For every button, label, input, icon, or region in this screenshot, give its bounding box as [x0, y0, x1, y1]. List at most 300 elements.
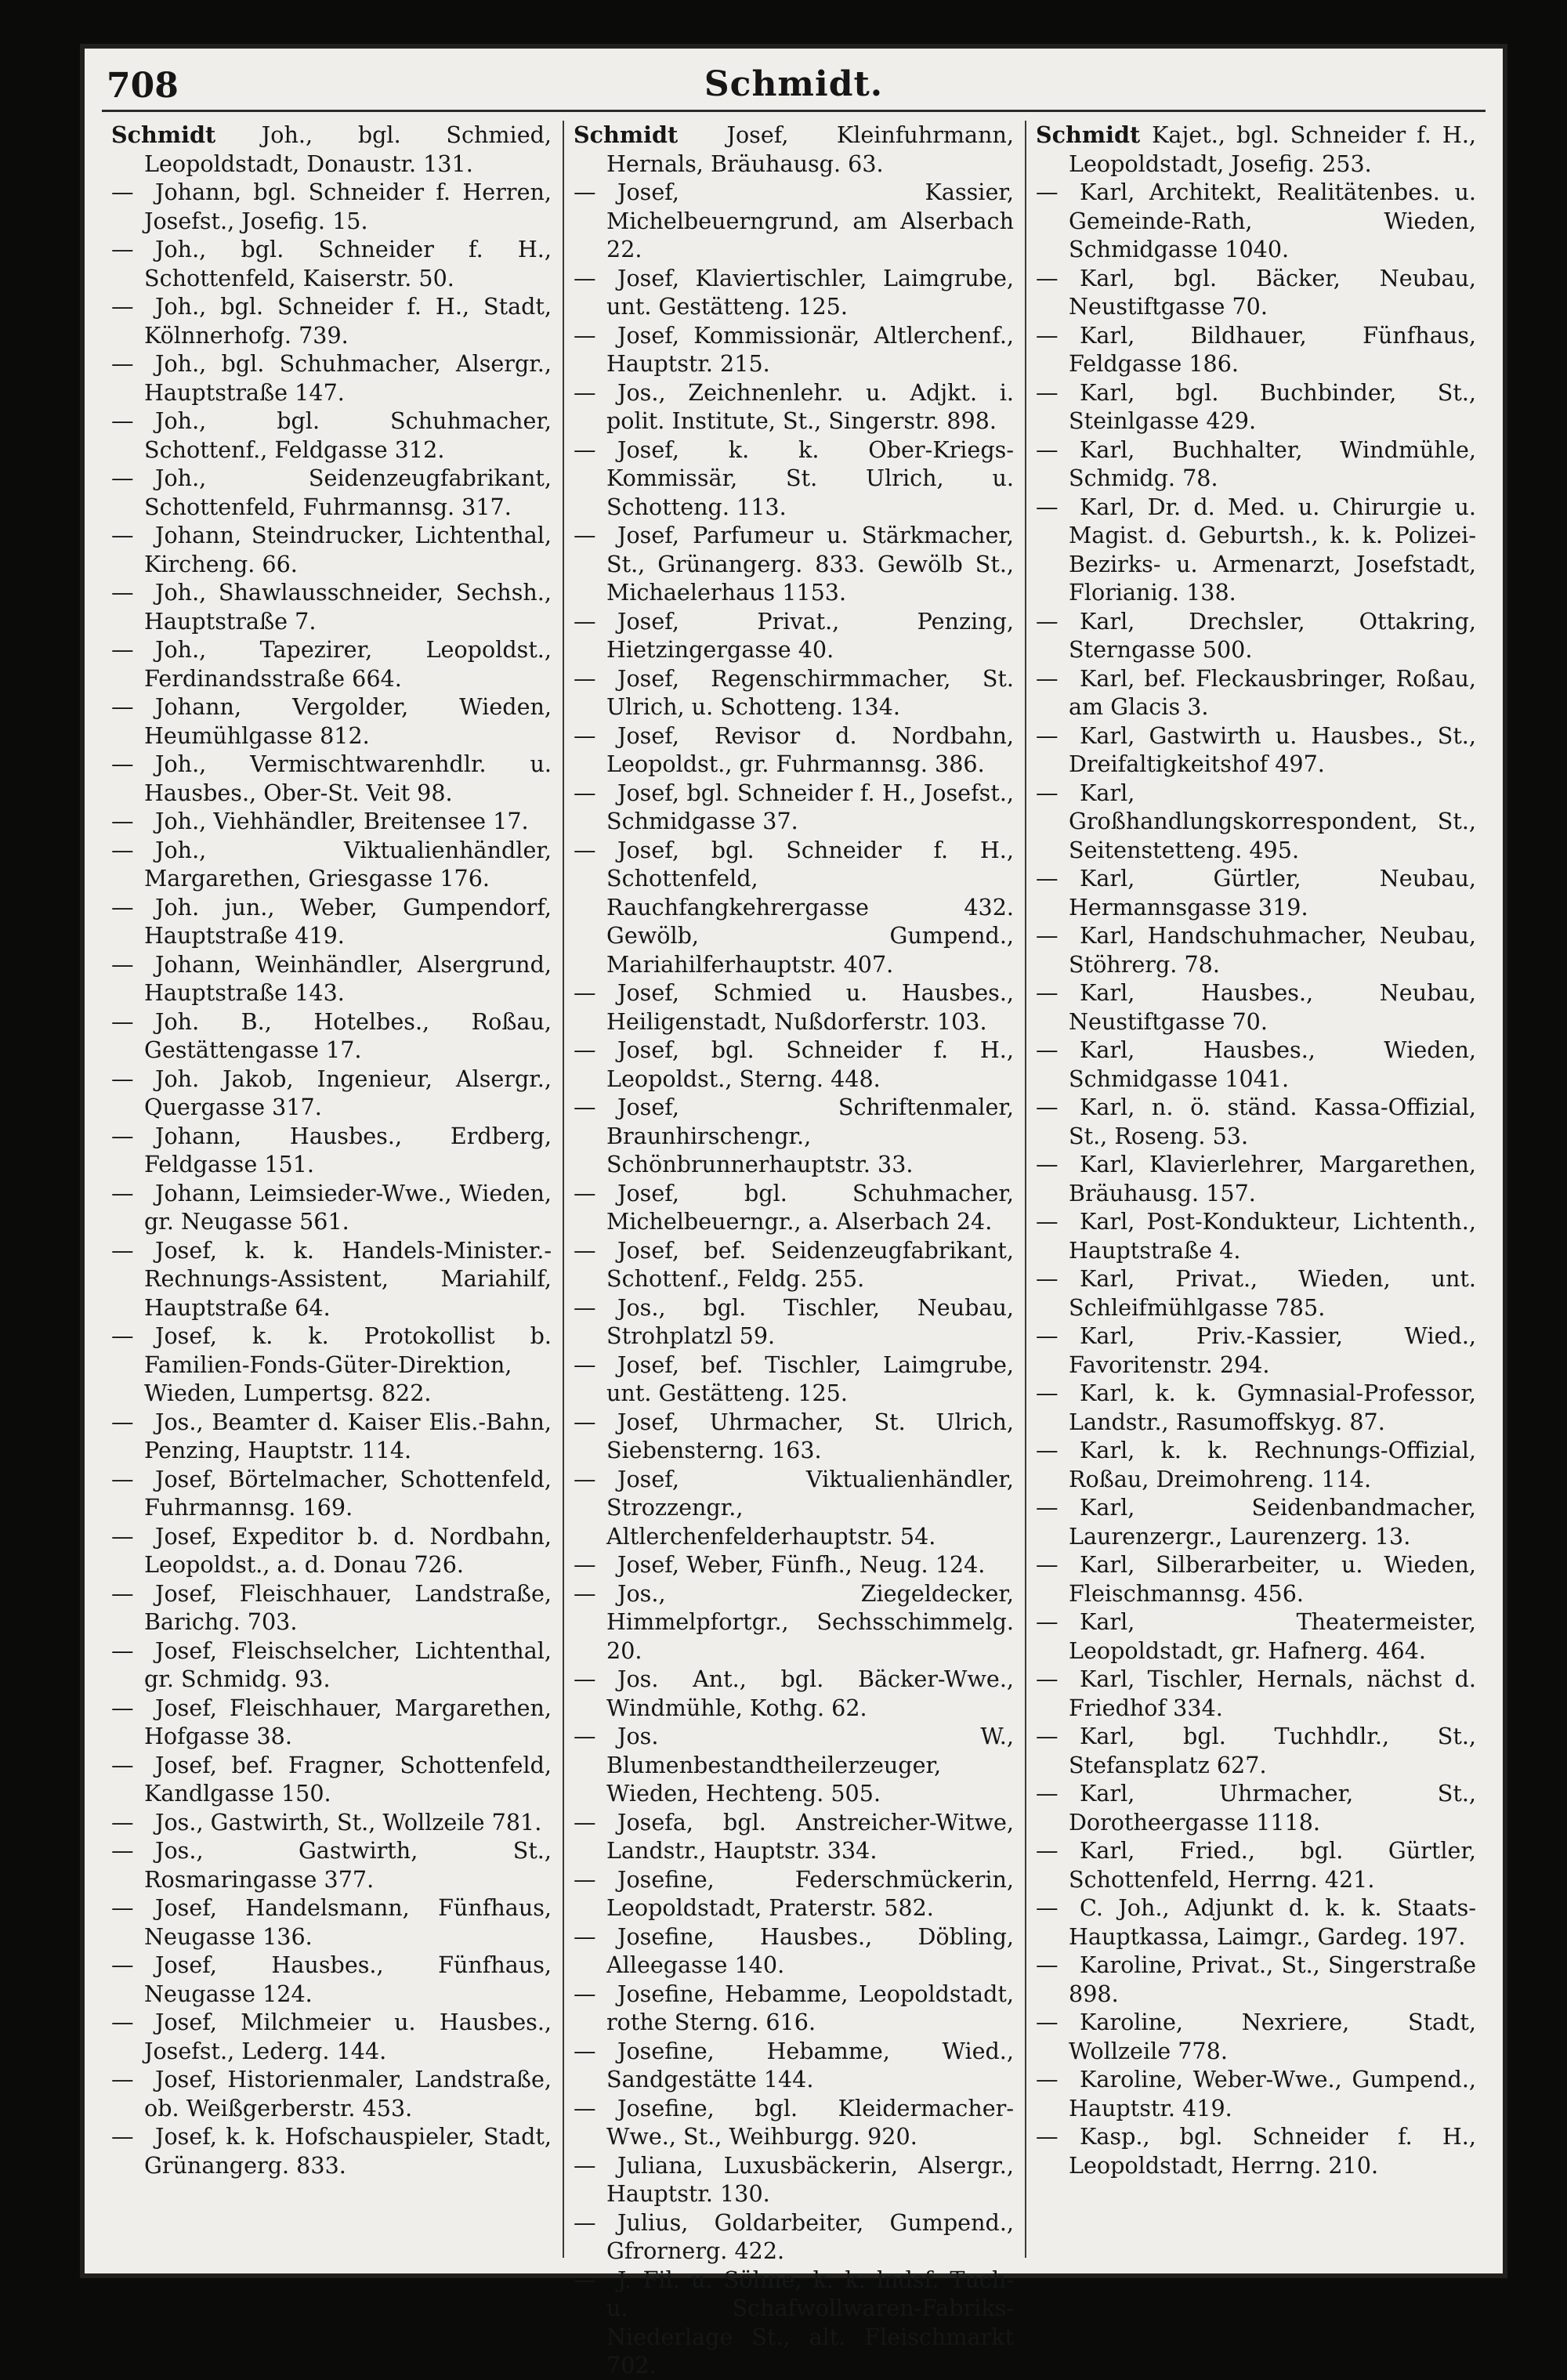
entry-text: Joh., bgl. Schuhmacher, Schottenf., Feldgasse 312. [144, 407, 552, 463]
entry-text: Jos., bgl. Tischler, Neubau, Strohplatzl 59. [606, 1293, 1014, 1349]
directory-entry [111, 1951, 552, 2008]
ditto-dash: — [574, 779, 596, 806]
entry-text: Josefine, Hausbes., Döbling, Alleegasse 140. [606, 1922, 1014, 1978]
directory-entry [574, 1179, 1014, 1236]
directory-entry [1036, 1036, 1476, 1093]
entry-text: Jos., Zeichnenlehr. u. Adjkt. i. polit. Institute, St., Singerstr. 898. [606, 378, 1014, 434]
directory-entry [111, 1579, 552, 1637]
ditto-dash: — [111, 2123, 134, 2150]
entry-text: Josef, k. k. Hofschauspieler, Stadt, Grünangerg. 833. [144, 2123, 552, 2179]
directory-entry [111, 635, 552, 693]
ditto-dash: — [574, 179, 596, 205]
directory-entry [574, 779, 1014, 836]
entry-text: Kajet., bgl. Schneider f. H., Leopoldstadt, Josefig. 253. [1069, 121, 1476, 177]
directory-entry [111, 1637, 552, 1694]
entry-text: Johann, Steindrucker, Lichtenthal, Kircheng. 66. [144, 522, 552, 577]
entry-text: Josef, Fleischhauer, Landstraße, Barichg. 703. [144, 1579, 552, 1635]
ditto-dash: — [111, 1808, 134, 1836]
entry-text: Josef, Historienmaler, Landstraße, ob. Weißgerberstr. 453. [144, 2066, 552, 2121]
ditto-dash: — [111, 1408, 134, 1435]
ditto-dash: — [1036, 1837, 1059, 1864]
entry-text: Karoline, Weber-Wwe., Gumpend., Hauptstr. 419. [1069, 2066, 1476, 2121]
entry-text: Joh., Tapezirer, Leopoldst., Ferdinandsstraße 664. [144, 636, 552, 692]
entry-text: Juliana, Luxusbäckerin, Alsergr., Hauptstr. 130. [606, 2151, 1014, 2207]
page-number: 708 [107, 66, 179, 106]
entry-text: Josef, bef. Seidenzeugfabrikant, Schottenf., Feldg. 255. [606, 1236, 1014, 1292]
entry-text: Karl, Theatermeister, Leopoldstadt, gr. Hafnerg. 464. [1069, 1608, 1476, 1664]
ditto-dash: — [111, 293, 134, 320]
entry-text: Joh., Viehhändler, Breitensee 17. [155, 808, 529, 834]
entry-text: Karl, Architekt, Realitätenbes. u. Gemeinde-Rath, Wieden, Schmidgasse 1040. [1069, 179, 1476, 262]
ditto-dash: — [1036, 722, 1059, 749]
entry-text: Karl, Gürtler, Neubau, Hermannsgasse 319. [1069, 865, 1476, 921]
directory-entry [574, 1980, 1014, 2037]
entry-text: Josef, bgl. Schneider f. H., Josefst., Schmidgasse 37. [606, 779, 1014, 834]
ditto-dash: — [574, 836, 596, 863]
ditto-dash: — [574, 1980, 596, 2007]
entry-text: Josef, Expeditor b. d. Nordbahn, Leopoldst., a. d. Donau 726. [144, 1522, 552, 1578]
directory-entry [1036, 607, 1476, 664]
ditto-dash: — [1036, 1723, 1059, 1749]
entry-text: Josef, bef. Tischler, Laimgrube, unt. Gestätteng. 125. [606, 1351, 1014, 1406]
entry-text: Karoline, Privat., St., Singerstraße 898. [1069, 1951, 1476, 2007]
ditto-dash: — [111, 522, 134, 548]
entry-text: Karl, Buchhalter, Windmühle, Schmidg. 78. [1069, 436, 1476, 491]
directory-entry [1036, 1093, 1476, 1150]
entry-text: Joh., Vermischtwarenhdlr. u. Hausbes., Ober-St. Veit 98. [144, 751, 552, 806]
entry-text: Jos. Ant., bgl. Bäcker-Wwe., Windmühle, Kothg. 62. [606, 1666, 1014, 1721]
directory-entry [111, 1179, 552, 1236]
surname-lead: Schmidt [1036, 121, 1153, 148]
ditto-dash: — [1036, 1894, 1059, 1921]
column-1 [102, 121, 564, 2258]
directory-entry [111, 893, 552, 950]
ditto-dash: — [574, 2266, 596, 2293]
ditto-dash: — [574, 1351, 596, 1378]
directory-entry [574, 1465, 1014, 1551]
directory-entry [1036, 864, 1476, 921]
ditto-dash: — [111, 1236, 134, 1264]
directory-entry [1036, 378, 1476, 436]
ditto-dash: — [111, 1951, 134, 1978]
directory-entry [111, 2122, 552, 2179]
directory-entry [1036, 2065, 1476, 2122]
ditto-dash: — [1036, 1265, 1059, 1292]
directory-entry [1036, 779, 1476, 865]
entry-text: Josef, Fleischhauer, Margarethen, Hofgasse 38. [144, 1694, 552, 1749]
directory-entry [1036, 1665, 1476, 1722]
ditto-dash: — [574, 1551, 596, 1578]
entry-text: Karl, Handschuhmacher, Neubau, Stöhrerg. 78. [1069, 922, 1476, 978]
directory-entry [574, 1036, 1014, 1093]
ditto-dash: — [1036, 179, 1059, 205]
entry-text: Karl, Tischler, Hernals, nächst d. Friedhof 334. [1069, 1666, 1476, 1721]
ditto-dash: — [1036, 2066, 1059, 2092]
directory-entry [111, 1065, 552, 1122]
directory-entry [574, 378, 1014, 436]
ditto-dash: — [574, 378, 596, 406]
directory-entry [574, 2266, 1014, 2380]
ditto-dash: — [1036, 1437, 1059, 1463]
entry-text: Joh., Shawlausschneider, Sechsh., Hauptstraße 7. [144, 579, 552, 635]
directory-entry [1036, 921, 1476, 978]
ditto-dash: — [1036, 1151, 1059, 1177]
entry-text: Jos., Ziegeldecker, Himmelpfortgr., Sechsschimmelg. 20. [606, 1579, 1014, 1664]
directory-entry [574, 2094, 1014, 2151]
ditto-dash: — [574, 1094, 596, 1120]
ditto-dash: — [574, 1922, 596, 1950]
entry-text: Johann, bgl. Schneider f. Herren, Josefst., Josefig. 15. [144, 179, 552, 234]
entry-text: Josef, Schriftenmaler, Braunhirschengr., Schönbrunnerhauptstr. 33. [606, 1094, 1014, 1177]
ditto-dash: — [1036, 1780, 1059, 1807]
directory-entry [1036, 1264, 1476, 1322]
entry-text: Joh., bgl. Schuhmacher, Alsergr., Hauptstraße 147. [144, 350, 552, 406]
directory-entry [574, 521, 1014, 607]
directory-entry [1036, 1550, 1476, 1608]
ditto-dash: — [111, 636, 134, 663]
directory-entry [111, 407, 552, 464]
ditto-dash: — [111, 465, 134, 491]
entry-text: Josefine, Federschmückerin, Leopoldstadt, Praterstr. 582. [606, 1865, 1014, 1921]
directory-entry [111, 178, 552, 235]
directory-entry [111, 1522, 552, 1579]
directory-entry [1036, 1951, 1476, 2008]
entry-text: Josef, Uhrmacher, St. Ulrich, Siebensterng. 163. [606, 1408, 1014, 1463]
directory-entry [1036, 1436, 1476, 1493]
directory-entry [574, 1722, 1014, 1808]
ditto-dash: — [574, 522, 596, 548]
ditto-dash: — [111, 1522, 134, 1550]
entry-text: Josef, bgl. Schneider f. H., Schottenfeld, Rauchfangkehrergasse 432. Gewölb, Gumpend., Mariahilferhauptstr. 407. [606, 836, 1014, 978]
ditto-dash: — [1036, 865, 1059, 892]
ditto-dash: — [574, 2208, 596, 2236]
ditto-dash: — [1036, 436, 1059, 463]
entry-text: J. Fil. u. Söhne, k. k. lndsf. Tuch- u. Schafwollwaren-Fabriks-Niederlage St., alt. Fleischmarkt 702. [606, 2266, 1014, 2378]
ditto-dash: — [1036, 1951, 1059, 1978]
entry-text: Karl, Seidenbandmacher, Laurenzergr., Laurenzerg. 13. [1069, 1494, 1476, 1550]
directory-entry [111, 1694, 552, 1751]
directory-entry [1036, 493, 1476, 607]
entry-text: Karl, Priv.-Kassier, Wied., Favoritenstr. 294. [1069, 1322, 1476, 1378]
ditto-dash: — [1036, 264, 1059, 291]
directory-entry [111, 1751, 552, 1808]
ditto-dash: — [1036, 664, 1059, 692]
entry-text: Josef, Schmied u. Hausbes., Heiligenstadt, Nußdorferstr. 103. [606, 979, 1014, 1035]
ditto-dash: — [111, 407, 134, 434]
ditto-dash: — [574, 607, 596, 635]
columns [102, 121, 1487, 2378]
entry-text: Karl, Silberarbeiter, u. Wieden, Fleischmannsg. 456. [1069, 1551, 1476, 1607]
directory-entry [111, 693, 552, 750]
ditto-dash: — [574, 1236, 596, 1264]
entry-text: Karl, Fried., bgl. Gürtler, Schottenfeld, Herrng. 421. [1069, 1837, 1476, 1893]
directory-entry [574, 1293, 1014, 1351]
entry-text: Karl, Drechsler, Ottakring, Sterngasse 500. [1069, 607, 1476, 663]
ditto-dash: — [111, 2009, 134, 2035]
entry-text: Joh., Viktualienhändler, Margarethen, Griesgasse 176. [144, 836, 552, 892]
directory-entry [111, 1122, 552, 1179]
directory-entry [1036, 1608, 1476, 1665]
directory-entry [574, 321, 1014, 378]
directory-entry [574, 1665, 1014, 1722]
directory-entry [574, 121, 1014, 178]
directory-entry [1036, 321, 1476, 378]
entry-text: Karl, bgl. Tuchhdlr., St., Stefansplatz 627. [1069, 1723, 1476, 1778]
entry-text: Josef, Kommissionär, Altlerchenf., Hauptstr. 215. [606, 321, 1014, 377]
ditto-dash: — [111, 179, 134, 205]
ditto-dash: — [111, 1894, 134, 1921]
entry-text: Julius, Goldarbeiter, Gumpend., Gfrornerg. 422. [606, 2208, 1014, 2264]
ditto-dash: — [1036, 1094, 1059, 1120]
ditto-dash: — [111, 1837, 134, 1864]
directory-entry [111, 235, 552, 292]
directory-entry [1036, 2008, 1476, 2065]
directory-entry [574, 722, 1014, 779]
ditto-dash: — [1036, 607, 1059, 635]
directory-entry [1036, 121, 1476, 178]
entry-text: Joh., bgl. Schneider f. H., Schottenfeld, Kaiserstr. 50. [144, 236, 552, 291]
directory-entry [1036, 264, 1476, 321]
entry-text: Karl, Klavierlehrer, Margarethen, Bräuhausg. 157. [1069, 1151, 1476, 1206]
directory-entry [1036, 436, 1476, 493]
ditto-dash: — [111, 236, 134, 262]
directory-entry [1036, 1493, 1476, 1550]
ditto-dash: — [1036, 1608, 1059, 1635]
entry-text: Josef, bef. Fragner, Schottenfeld, Kandlgasse 150. [144, 1751, 552, 1807]
entry-text: Karl, bgl. Buchbinder, St., Steinlgasse 429. [1069, 378, 1476, 434]
directory-entry [111, 2065, 552, 2122]
directory-entry [111, 578, 552, 635]
directory-entry [111, 2008, 552, 2065]
ditto-dash: — [111, 1465, 134, 1492]
directory-entry [574, 436, 1014, 522]
ditto-dash: — [574, 436, 596, 463]
directory-entry [111, 1836, 552, 1894]
ditto-dash: — [1036, 321, 1059, 349]
ditto-dash: — [111, 1637, 134, 1664]
ditto-dash: — [1036, 2123, 1059, 2150]
directory-entry [111, 836, 552, 893]
ditto-dash: — [111, 1579, 134, 1607]
entry-text: Josef, Regenschirmmacher, St. Ulrich, u. Schotteng. 134. [606, 664, 1014, 720]
ditto-dash: — [111, 1694, 134, 1721]
directory-entry [1036, 1722, 1476, 1779]
ditto-dash: — [1036, 779, 1059, 806]
directory-entry [111, 464, 552, 521]
ditto-dash: — [1036, 1494, 1059, 1521]
directory-entry [1036, 1150, 1476, 1207]
ditto-dash: — [1036, 1551, 1059, 1578]
ditto-dash: — [111, 1122, 134, 1149]
directory-entry [574, 836, 1014, 979]
ditto-dash: — [574, 1036, 596, 1063]
directory-entry [111, 950, 552, 1007]
directory-entry [1036, 1322, 1476, 1379]
directory-page [85, 49, 1503, 2378]
entry-text: Josef, Weber, Fünfh., Neug. 124. [617, 1551, 986, 1578]
entry-text: Josef, bgl. Schneider f. H., Leopoldst., Sterng. 448. [606, 1036, 1014, 1092]
entry-text: Josef, Milchmeier u. Hausbes., Josefst., Lederg. 144. [144, 2009, 552, 2064]
column-3 [1026, 121, 1487, 2258]
ditto-dash: — [111, 1007, 134, 1035]
entry-text: Johann, Hausbes., Erdberg, Feldgasse 151. [144, 1122, 552, 1177]
directory-entry [111, 1465, 552, 1522]
entry-text: Josef, Börtelmacher, Schottenfeld, Fuhrmannsg. 169. [144, 1465, 552, 1521]
ditto-dash: — [1036, 2009, 1059, 2035]
entry-text: Karl, Gastwirth u. Hausbes., St., Dreifaltigkeitshof 497. [1069, 722, 1476, 777]
entry-text: Johann, Weinhändler, Alsergrund, Hauptstraße 143. [144, 950, 552, 1006]
directory-entry [111, 1322, 552, 1408]
entry-text: Josef, k. k. Protokollist b. Familien-Fonds-Güter-Direktion, Wieden, Lumpertsg. 822. [144, 1322, 552, 1406]
entry-text: Karl, k. k. Gymnasial-Professor, Landstr., Rasumoffskyg. 87. [1069, 1380, 1476, 1435]
entry-text: Josef, Kleinfuhrmann, Hernals, Bräuhausg. 63. [606, 121, 1015, 177]
entry-text: Joh. jun., Weber, Gumpendorf, Hauptstraße 419. [144, 893, 552, 949]
directory-entry [111, 349, 552, 407]
directory-entry [574, 2151, 1014, 2208]
entry-text: Josef, bgl. Schuhmacher, Michelbeuerngr., a. Alserbach 24. [606, 1179, 1014, 1235]
entry-text: Josefine, bgl. Kleidermacher-Wwe., St., Weihburgg. 920. [606, 2094, 1014, 2150]
directory-entry [574, 178, 1014, 264]
ditto-dash: — [1036, 1036, 1059, 1063]
ditto-dash: — [574, 1808, 596, 1836]
ditto-dash: — [1036, 1666, 1059, 1692]
column-2 [564, 121, 1026, 2378]
entry-text: Josefine, Hebamme, Wied., Sandgestätte 144. [606, 2037, 1014, 2092]
entry-text: Karl, k. k. Rechnungs-Offizial, Roßau, Dreimohreng. 114. [1069, 1437, 1476, 1492]
directory-entry [1036, 1779, 1476, 1836]
ditto-dash: — [111, 579, 134, 606]
entry-text: Karl, Uhrmacher, St., Dorotheergasse 1118. [1069, 1780, 1476, 1836]
ditto-dash: — [1036, 493, 1059, 520]
directory-entry [574, 664, 1014, 722]
ditto-dash: — [574, 1465, 596, 1492]
entry-text: Josef, Privat., Penzing, Hietzingergasse 40. [606, 607, 1014, 663]
entry-text: Kasp., bgl. Schneider f. H., Leopoldstadt, Herrng. 210. [1069, 2123, 1476, 2179]
entry-text: Karl, Dr. d. Med. u. Chirurgie u. Magist. d. Geburtsh., k. k. Polizei-Bezirks- u. Armenarzt, Josefstadt, Florianig. 138. [1069, 493, 1476, 606]
entry-text: Jos., Gastwirth, St., Wollzeile 781. [155, 1808, 542, 1836]
entry-text: Karl, Post-Kondukteur, Lichtenth., Hauptstraße 4. [1069, 1208, 1476, 1264]
ditto-dash: — [574, 1408, 596, 1435]
directory-entry [574, 1408, 1014, 1465]
directory-entry [111, 1007, 552, 1065]
entry-text: Josef, Kassier, Michelbeuerngrund, am Alserbach 22. [606, 179, 1014, 262]
ditto-dash: — [111, 2066, 134, 2092]
ditto-dash: — [111, 693, 134, 720]
entry-text: Karl, Hausbes., Wieden, Schmidgasse 1041. [1069, 1036, 1476, 1092]
ditto-dash: — [574, 1723, 596, 1749]
ditto-dash: — [574, 264, 596, 291]
ditto-dash: — [111, 893, 134, 921]
ditto-dash: — [1036, 1208, 1059, 1235]
directory-entry [574, 1808, 1014, 1865]
ditto-dash: — [574, 664, 596, 692]
ditto-dash: — [574, 1293, 596, 1321]
directory-entry [111, 1894, 552, 1951]
ditto-dash: — [111, 1322, 134, 1349]
entry-text: Karl, Hausbes., Neubau, Neustiftgasse 70. [1069, 979, 1476, 1035]
entry-text: Karl, n. ö. ständ. Kassa-Offizial, St., Roseng. 53. [1069, 1094, 1476, 1149]
entry-text: Joh., bgl. Schneider f. H., Stadt, Kölnnerhofg. 739. [144, 293, 552, 349]
entry-text: Karl, bef. Fleckausbringer, Roßau, am Glacis 3. [1069, 664, 1476, 720]
entry-text: Josef, Hausbes., Fünfhaus, Neugasse 124. [144, 1951, 552, 2007]
directory-entry [1036, 664, 1476, 722]
ditto-dash: — [111, 350, 134, 377]
entry-text: Josef, Handelsmann, Fünfhaus, Neugasse 136. [144, 1894, 552, 1950]
entry-text: Josef, Viktualienhändler, Strozzengr., Altlerchenfelderhauptstr. 54. [606, 1465, 1014, 1550]
directory-entry [574, 2208, 1014, 2266]
ditto-dash: — [574, 2037, 596, 2064]
directory-entry [111, 292, 552, 349]
ditto-dash: — [111, 751, 134, 777]
directory-entry [111, 807, 552, 836]
ditto-dash: — [111, 1179, 134, 1206]
directory-entry [574, 1922, 1014, 1980]
directory-entry [111, 121, 552, 178]
directory-entry [1036, 1207, 1476, 1264]
ditto-dash: — [1036, 922, 1059, 949]
entry-text: Jos., Gastwirth, St., Rosmaringasse 377. [144, 1837, 552, 1893]
ditto-dash: — [574, 1865, 596, 1893]
entry-text: Josef, Parfumeur u. Stärkmacher, St., Grünangerg. 833. Gewölb St., Michaelerhaus 1153. [606, 522, 1014, 606]
page-header [102, 64, 1486, 112]
ditto-dash: — [1036, 1380, 1059, 1406]
directory-entry [574, 2037, 1014, 2094]
directory-entry [574, 1351, 1014, 1408]
entry-text: Josef, Klaviertischler, Laimgrube, unt. Gestätteng. 125. [606, 264, 1014, 320]
ditto-dash: — [574, 321, 596, 349]
entry-text: Johann, Leimsieder-Wwe., Wieden, gr. Neugasse 561. [144, 1179, 552, 1235]
directory-entry [574, 1093, 1014, 1179]
ditto-dash: — [1036, 378, 1059, 406]
directory-entry [574, 264, 1014, 321]
ditto-dash: — [1036, 1322, 1059, 1349]
entry-text: Karl, bgl. Bäcker, Neubau, Neustiftgasse 70. [1069, 264, 1476, 320]
directory-entry [1036, 178, 1476, 264]
entry-text: Josef, k. k. Ober-Kriegs-Kommissär, St. Ulrich, u. Schotteng. 113. [606, 436, 1014, 520]
directory-entry [574, 1550, 1014, 1579]
entry-text: Karoline, Nexriere, Stadt, Wollzeile 778. [1069, 2009, 1476, 2064]
ditto-dash: — [574, 722, 596, 749]
directory-entry [111, 521, 552, 578]
surname-lead: Schmidt [111, 121, 262, 148]
ditto-dash: — [111, 836, 134, 863]
entry-text: Joh. B., Hotelbes., Roßau, Gestättengasse 17. [144, 1007, 552, 1063]
ditto-dash: — [111, 1065, 134, 1092]
directory-entry [574, 1236, 1014, 1293]
entry-text: Karl, Großhandlungskorrespondent, St., Seitenstetteng. 495. [1069, 779, 1476, 863]
entry-text: Joh., bgl. Schmied, Leopoldstadt, Donaustr. 131. [144, 121, 552, 177]
entry-text: Joh. Jakob, Ingenieur, Alsergr., Quergasse 317. [144, 1065, 552, 1120]
directory-entry [574, 978, 1014, 1036]
directory-entry [111, 1236, 552, 1322]
entry-text: Karl, Bildhauer, Fünfhaus, Feldgasse 186. [1069, 321, 1476, 377]
ditto-dash: — [111, 1751, 134, 1778]
directory-entry [1036, 1379, 1476, 1436]
ditto-dash: — [574, 2094, 596, 2121]
ditto-dash: — [574, 1666, 596, 1692]
entry-text: Josefa, bgl. Anstreicher-Witwe, Landstr., Hauptstr. 334. [606, 1808, 1014, 1864]
directory-entry [574, 607, 1014, 664]
entry-text: Josef, k. k. Handels-Minister.-Rechnungs-Assistent, Mariahilf, Hauptstraße 64. [144, 1236, 552, 1321]
directory-entry [111, 1408, 552, 1465]
directory-entry [111, 1808, 552, 1837]
directory-entry [111, 750, 552, 807]
ditto-dash: — [574, 2151, 596, 2179]
directory-entry [574, 1579, 1014, 1666]
entry-text: Jos., Beamter d. Kaiser Elis.-Bahn, Penzing, Hauptstr. 114. [144, 1408, 552, 1463]
ditto-dash: — [111, 808, 134, 834]
ditto-dash: — [574, 1179, 596, 1206]
